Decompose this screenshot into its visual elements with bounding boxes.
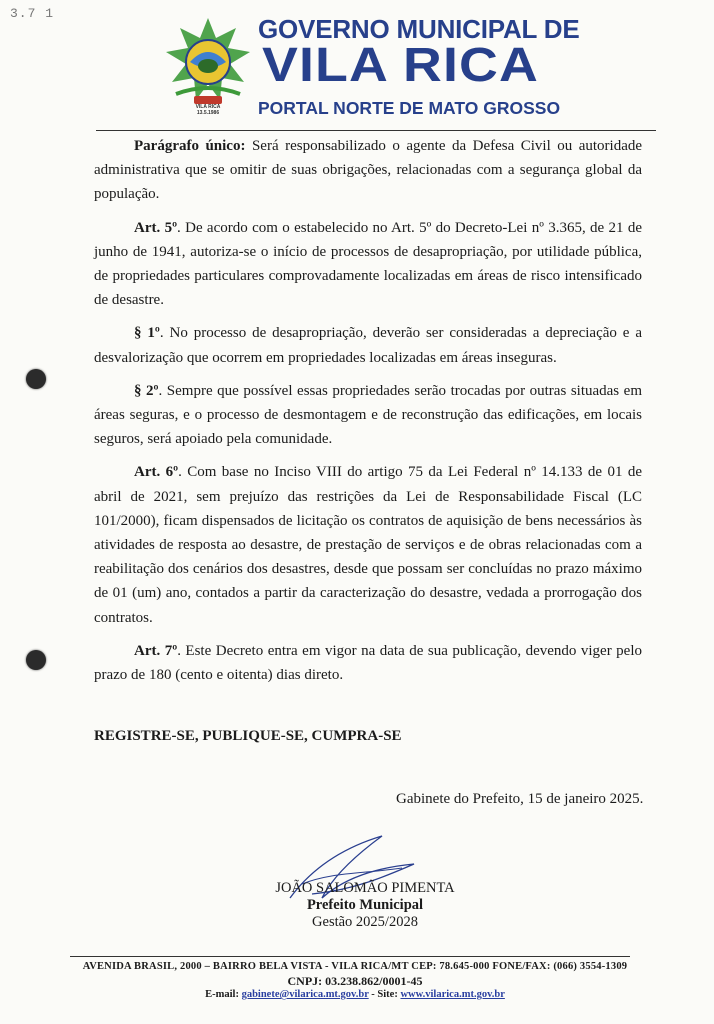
paragraph-text: . Este Decreto entra em vigor na data de sua publicação, devendo viger pelo prazo de 180 (cento e oitenta) dias direto. bbox=[94, 642, 643, 684]
footer bbox=[60, 960, 650, 1002]
punch-hole-icon bbox=[26, 369, 46, 389]
footer-address: AVENIDA BRASIL, 2000 – BAIRRO BELA VISTA - VILA RICA/MT CEP: 78.645-000 FONE/FAX: (066) 3554-1309 bbox=[82, 961, 628, 972]
header-divider bbox=[96, 130, 656, 131]
signatory-name: JOÃO SALOMÃO PIMENTA bbox=[275, 880, 455, 896]
paragraph-text: Será responsabilizado o agente da Defesa Civil ou autoridade administrativa que se omitir de suas obrigações, relacionadas com a segurança global da população. bbox=[94, 138, 643, 203]
crest-caption-year: 13.5.1986 bbox=[196, 110, 220, 116]
signatory-title: Prefeito Municipal bbox=[306, 897, 424, 913]
signature-block bbox=[270, 880, 460, 931]
paragraph-label: Art. 6º bbox=[134, 464, 179, 481]
paragraph-label: § 1º bbox=[134, 325, 160, 342]
paragraph bbox=[94, 460, 642, 629]
date-location-line: Gabinete do Prefeito, 15 de janeiro 2025. bbox=[396, 791, 644, 807]
paragraph bbox=[94, 216, 642, 313]
footer-divider bbox=[70, 956, 630, 957]
paragraph-label: Art. 5º bbox=[134, 219, 178, 236]
paragraph bbox=[94, 321, 642, 369]
paragraph-text: . No processo de desapropriação, deverão ser consideradas a depreciação e a desvalorização que ocorrem em propriedades localizadas em áreas inseguras. bbox=[94, 325, 642, 366]
footer-email-link[interactable]: gabinete@vilarica.mt.gov.br bbox=[241, 989, 369, 1000]
letterhead-line-portal: PORTAL NORTE DE MATO GROSSO bbox=[258, 98, 561, 118]
crest-caption bbox=[180, 104, 236, 116]
letterhead-line-vila-rica: VILA RICA bbox=[262, 39, 539, 92]
decree-body bbox=[94, 134, 642, 696]
crest-caption-name: VILA RICA bbox=[195, 104, 221, 110]
paragraph-label: § 2º bbox=[134, 382, 159, 399]
letterhead bbox=[0, 0, 714, 130]
paragraph-text: . Sempre que possível essas propriedades serão trocadas por outras situadas em áreas seguras, e o processo de desmontagem e de reconstrução das edificações, em locais seguros, será apoiado pela comunidade. bbox=[94, 382, 643, 448]
paragraph-text: . Com base no Inciso VIII do artigo 75 da Lei Federal nº 14.133 de 01 de abril de 2021, sem prejuízo das restrições da Lei de Responsabilidade Fiscal (LC 101/2000), ficam dispensados de licitação os contratos de aquisição de bens necessários às atividades de resposta ao desastre, de prestação de serviços e de obras relacionadas com a reabilitação dos cenários dos desastres, desde que possam ser concluídas no prazo máximo de 01 (um) ano, contados a partir da caracterização do desastre, vedada a prorrogação dos contratos. bbox=[94, 464, 643, 626]
letterhead-line-governo: GOVERNO MUNICIPAL DE bbox=[258, 14, 580, 44]
registre-statement: REGISTRE-SE, PUBLIQUE-SE, CUMPRA-SE bbox=[94, 728, 402, 744]
footer-email-label: E-mail: bbox=[205, 989, 242, 1000]
footer-site-link[interactable]: www.vilarica.mt.gov.br bbox=[400, 989, 505, 1000]
footer-contacts bbox=[60, 988, 650, 1002]
paragraph bbox=[94, 379, 642, 452]
paragraph-label: Art. 7º bbox=[134, 642, 178, 659]
paragraph bbox=[94, 134, 642, 207]
punch-hole-icon bbox=[26, 650, 46, 670]
signatory-term: Gestão 2025/2028 bbox=[312, 914, 418, 930]
paragraph-text: . De acordo com o estabelecido no Art. 5º do Decreto-Lei nº 3.365, de 21 de junho de 1941, autoriza-se o início de processos de desapropriação, por utilidade pública, de propriedades particulares comprovadamente localizadas em áreas de risco intensificado de desastre. bbox=[94, 219, 643, 309]
footer-cnpj: CNPJ: 03.238.862/0001-45 bbox=[287, 974, 423, 988]
paragraph bbox=[94, 639, 642, 687]
footer-site-label: - Site: bbox=[368, 989, 401, 1000]
page-corner-mark: 3.7 1 bbox=[10, 6, 55, 21]
paragraph-label: Parágrafo único: bbox=[134, 138, 246, 154]
